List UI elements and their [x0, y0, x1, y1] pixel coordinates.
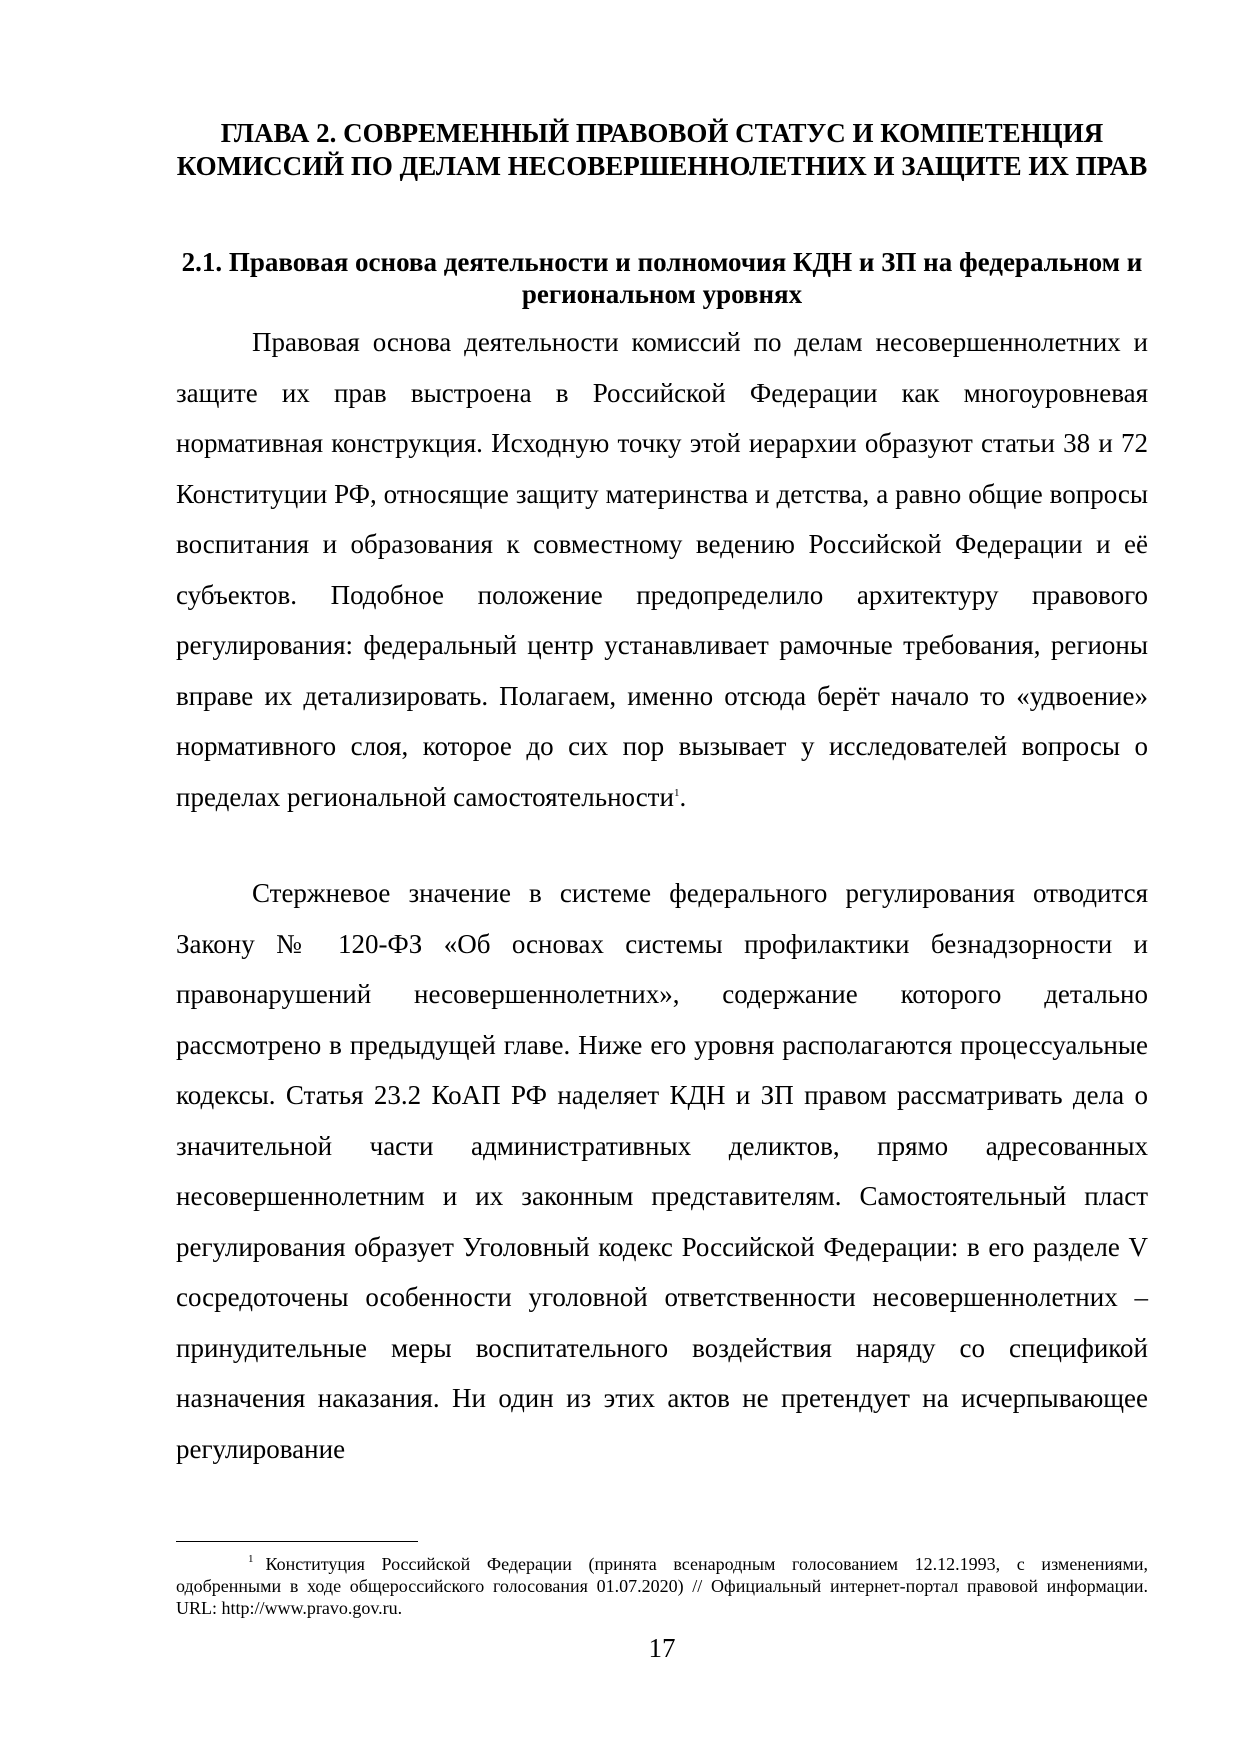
page-number: 17: [648, 1633, 676, 1663]
paragraph-text: Стержневое значение в системе федерального регулирования отводится Закону № 120-ФЗ «Об основах системы профилактики безнадзорности и правонарушений несовершеннолетних», содержание которого детально рассмотрено в предыдущей главе. Ниже его уровня располагаются процессуальные кодексы. Статья 23.2 КоАП РФ наделяет КДН и ЗП правом рассматривать дела о значительной части административных деликтов, прямо адресованных несовершеннолетним и их законным представителям. Самостоятельный пласт регулирования образует Уголовный кодекс Российской Федерации: в его разделе V сосредоточены особенности уголовной ответственности несовершеннолетних – принудительные меры воспитательного воздействия наряду со спецификой назначения наказания. Ни один из этих актов не претендует на исчерпывающее регулирование: [176, 878, 1148, 1464]
footnote: [176, 1553, 1148, 1619]
section-heading: 2.1. Правовая основа деятельности и полномочия КДН и ЗП на федеральном и региональном уровнях: [181, 247, 1143, 309]
paragraph-text: Правовая основа деятельности комиссий по делам несовершеннолетних и защите их прав выстроена в Российской Федерации как многоуровневая нормативная конструкция. Исходную точку этой иерархии образуют статьи 38 и 72 Конституции РФ, относящие защиту материнства и детства, а равно общие вопросы воспитания и образования к совместному ведению Российской Федерации и её субъектов. Подобное положение предопределило архитектуру правового регулирования: федеральный центр устанавливает рамочные требования, регионы вправе их детализировать. Полагаем, именно отсюда берёт начало то «удвоение» нормативного слоя, которое до сих пор вызывает у исследователей вопросы о пределах региональной самостоятельности: [176, 327, 1148, 812]
footnote-number: 1: [248, 1553, 254, 1565]
footnote-separator: [176, 1541, 418, 1542]
footnote-reference: 1: [673, 786, 680, 799]
body-paragraph-1: [176, 317, 1148, 822]
footnote-text: Конституция Российской Федерации (принята всенародным голосованием 12.12.1993, с изменениями, одобренными в ходе общероссийского голосования 01.07.2020) // Официальный интернет-портал правовой информации. URL: http://www.pravo.gov.ru.: [176, 1554, 1148, 1618]
body-paragraph-2: [176, 868, 1148, 1474]
paragraph-end: .: [679, 781, 687, 812]
chapter-heading: ГЛАВА 2. СОВРЕМЕННЫЙ ПРАВОВОЙ СТАТУС И КОМПЕТЕНЦИЯ КОМИССИЙ ПО ДЕЛАМ НЕСОВЕРШЕННОЛЕТНИХ И ЗАЩИТЕ ИХ ПРАВ: [176, 118, 1148, 181]
